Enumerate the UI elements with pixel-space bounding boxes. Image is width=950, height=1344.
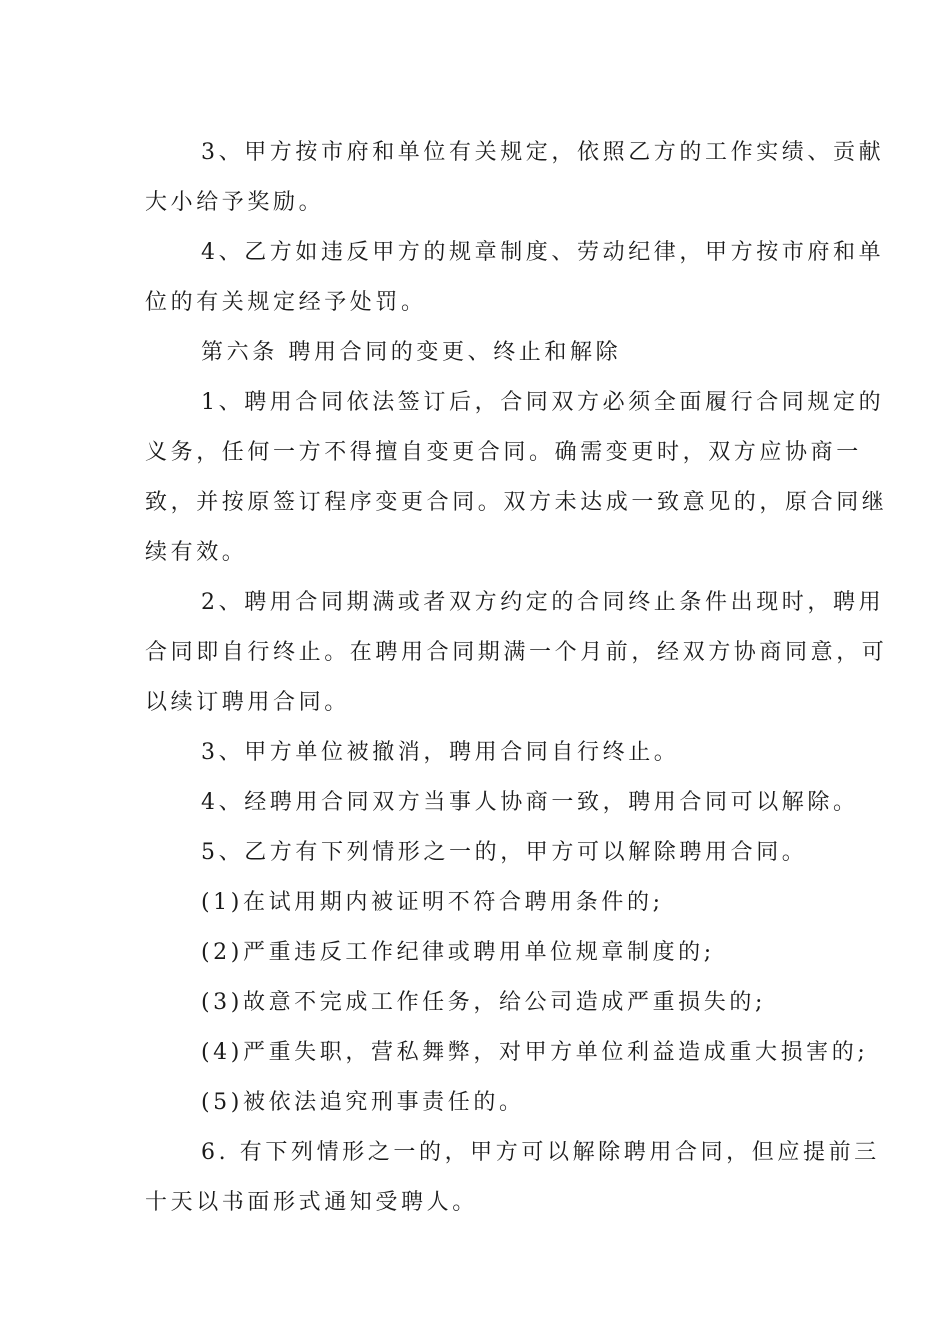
section-heading: 第六条 聘用合同的变更、终止和解除 (201, 340, 622, 365)
document-line: 义务，任何一方不得擅自变更合同。确需变更时，双方应协商一 (145, 440, 862, 465)
list-item: (3)故意不完成工作任务，给公司造成严重损失的; (201, 990, 766, 1015)
document-line: 3、甲方按市府和单位有关规定，依照乙方的工作实绩、贡献 (201, 140, 885, 165)
document-line: 5、乙方有下列情形之一的，甲方可以解除聘用合同。 (201, 840, 808, 865)
document-body (145, 128, 888, 1228)
document-line: 以续订聘用合同。 (145, 690, 350, 715)
document-line: 位的有关规定经予处罚。 (145, 290, 427, 315)
document-line: 4、经聘用合同双方当事人协商一致，聘用合同可以解除。 (201, 790, 859, 815)
document-line: 6. 有下列情形之一的，甲方可以解除聘用合同，但应提前三 (201, 1140, 880, 1165)
document-line: 大小给予奖励。 (145, 190, 325, 215)
list-item: (4)严重失职，营私舞弊，对甲方单位利益造成重大损害的; (201, 1040, 869, 1065)
document-line: 1、聘用合同依法签订后，合同双方必须全面履行合同规定的 (201, 390, 885, 415)
list-item: (5)被依法追究刑事责任的。 (201, 1090, 525, 1115)
document-line: 2、聘用合同期满或者双方约定的合同终止条件出现时，聘用 (201, 590, 885, 615)
document-line: 十天以书面形式通知受聘人。 (145, 1190, 478, 1215)
list-item: (2)严重违反工作纪律或聘用单位规章制度的; (201, 940, 715, 965)
document-line: 致，并按原签订程序变更合同。双方未达成一致意见的，原合同继 (145, 490, 888, 515)
list-item: (1)在试用期内被证明不符合聘用条件的; (201, 890, 664, 915)
document-line: 合同即自行终止。在聘用合同期满一个月前，经双方协商同意，可 (145, 640, 888, 665)
document-line: 3、甲方单位被撤消，聘用合同自行终止。 (201, 740, 680, 765)
document-line: 4、乙方如违反甲方的规章制度、劳动纪律，甲方按市府和单 (201, 240, 885, 265)
document-line: 续有效。 (145, 540, 248, 565)
